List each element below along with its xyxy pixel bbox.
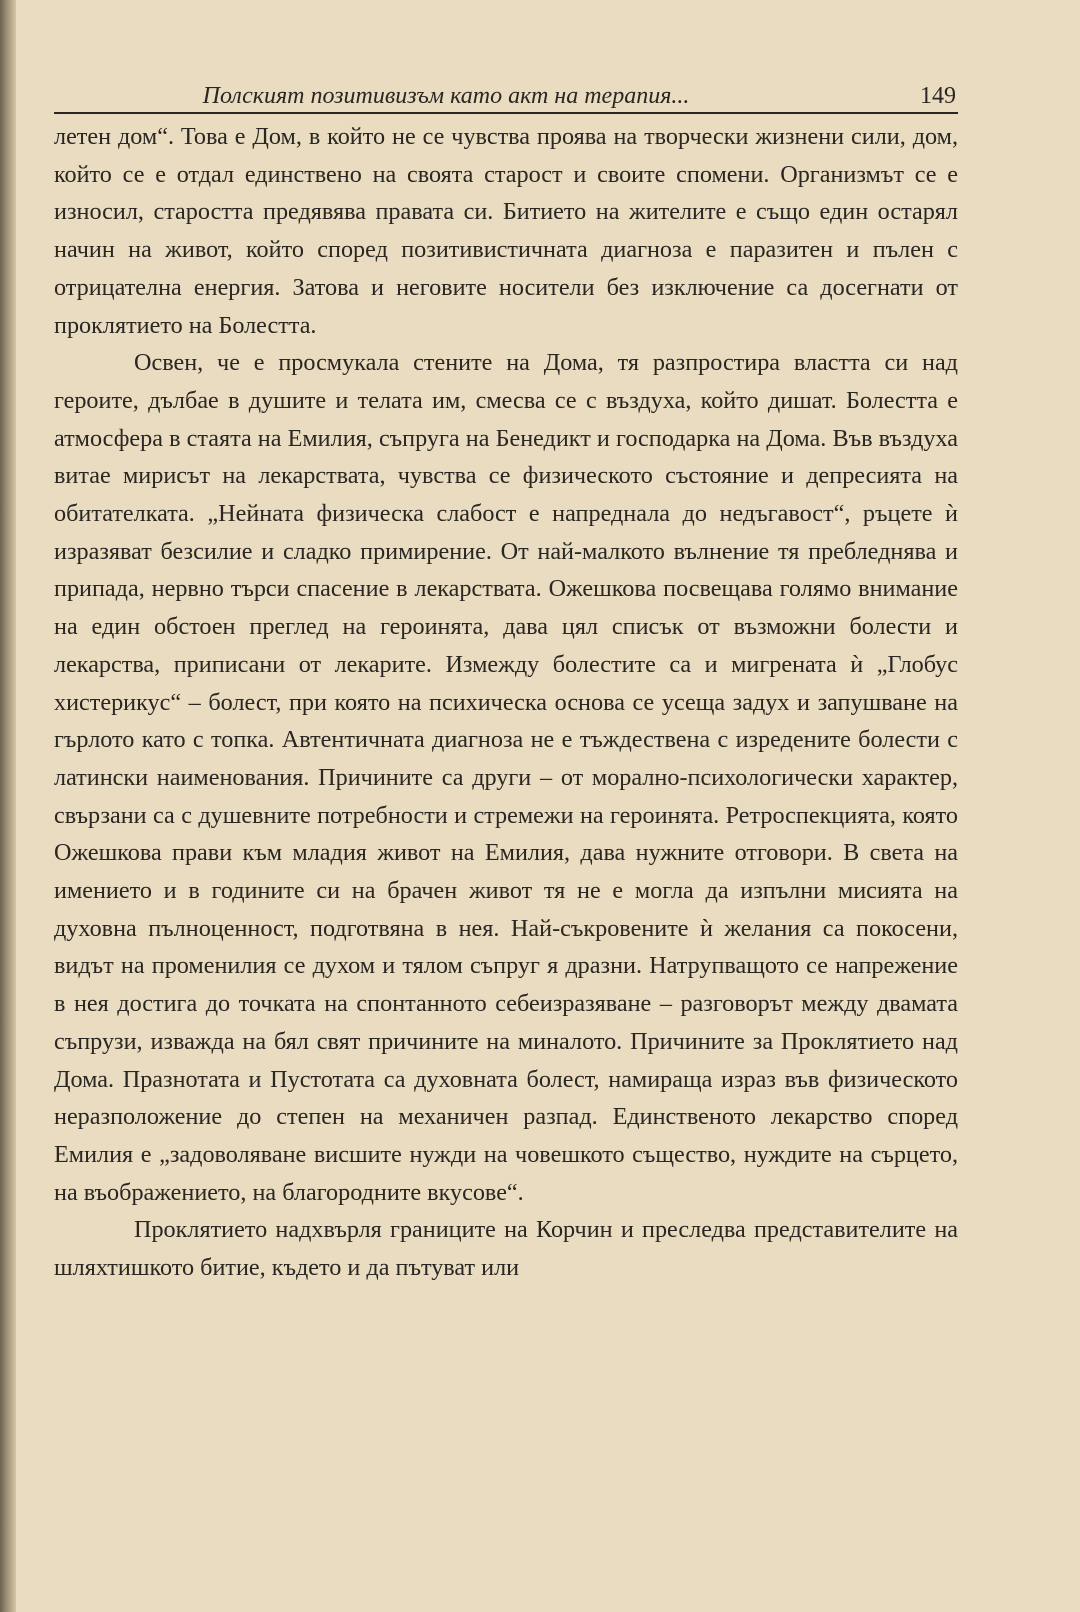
paragraph-3: Проклятието надхвърля границите на Корчин и преследва представителите на шляхтишкото битие, където и да пътуват или [54, 1216, 958, 1282]
running-title: Полският позитивизъм като акт на терапия... [202, 83, 690, 109]
paragraph-2: Освен, че е просмукала стените на Дома, тя разпростира властта си над героите, дълбае в душите и телата им, смесва се с въздуха, който дишат. Болестта е атмосфера в стаята на Емилия, съпруга на Бенедикт и господарка на Дома. Във въздуха витае мирисът на лекарствата, чувства се физическото състояние и депресията на обитателката. „Нейната физическа слабост е напреднала до недъгавост“, ръцете ѝ изразяват безсилие и сладко примирение. От най-малкото вълнение тя пребледнява и припада, нервно търси спасение в лекарствата. Ожешкова посвещава голямо внимание на един обстоен преглед на героинята, дава цял списък от възможни болести и лекарства, приписани от лекарите. Измежду болестите са и мигрената ѝ „Глобус хистерикус“ – болест, при която на психическа основа се усеща задух и запушване на гърлото като с топка. Автентичната диагноза не е тъждествена с изредените болести с латински наименования. Причините са други – от морално-психологически характер, свързани са с душевните потребности и стремежи на героинята. Ретроспекцията, която Ожешкова прави към младия живот на Емилия, дава нужните отговори. В света на имението и в годините си на брачен живот тя не е могла да изпълни мисията на духовна пълноценност, подготвяна в нея. Най-съкровените ѝ желания са покосени, видът на променилия се духом и тялом съпруг я дразни. Натрупващото се напрежение в нея достига до точката на спонтанното себеизразяване – разговорът между двамата съпрузи, изважда на бял свят причините на миналото. Причините за Проклятието над Дома. Празнотата и Пустотата са духовната болест, намираща израз във физическото неразположение до степен на механичен разпад. Единственото лекарство според Емилия е „задоволяване висшите нужди на човешкото същество, нуждите на сърцето, на въображението, на благородните вкусове“. [54, 349, 958, 1206]
running-head [54, 78, 958, 114]
page-number: 149 [920, 83, 956, 109]
paragraph-1: летен дом“. Това е Дом, в който не се чувства проява на творчески жизнени сили, дом, който се е отдал единствено на своята старост и своите спомени. Организмът се е износил, старостта предявява правата си. Битието на жителите е също един остарял начин на живот, който според позитивистичната диагноза е паразитен и пълен с отрицателна енергия. Затова и неговите носители без изключение са досегнати от проклятието на Болестта. [54, 123, 958, 339]
book-spine-shadow [0, 0, 16, 1612]
book-page [54, 78, 958, 1287]
body-text [54, 118, 958, 1287]
